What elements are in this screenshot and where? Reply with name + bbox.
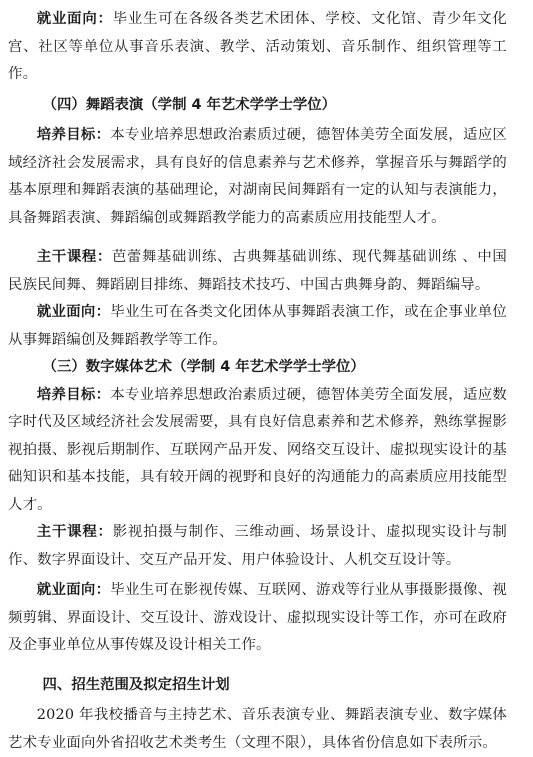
dance-goal-paragraph — [8, 122, 507, 232]
digital-media-employment-label: 就业面向： — [36, 582, 111, 598]
dance-heading: （四）舞蹈表演（学制 4 年艺术学学士学位） — [42, 96, 337, 113]
digital-media-courses-text: 影视拍摄与制作、三维动画、场景设计、虚拟现实设计与制作、数字界面设计、交互产品开发、用户体验设计、人机交互设计等。 — [8, 524, 507, 568]
dance-employment-paragraph — [8, 299, 507, 354]
dance-employment-text: 毕业生可在各类文化团体从事舞蹈表演工作，或在企事业单位从事舞蹈编创及舞蹈教学等工作。 — [8, 304, 507, 348]
dance-goal-text: 本专业培养思想政治素质过硬，德智体美劳全面发展，适应区域经济社会发展需求，具有良好的信息素养与艺术修养，掌握音乐与舞蹈学的基本原理和舞蹈表演的基础理论，对湖南民间舞蹈有一定的认知与表演能力，具备舞蹈表演、舞蹈编创或舞蹈教学能力的高素质应用技能型人才。 — [8, 127, 507, 226]
digital-media-courses-label: 主干课程： — [36, 524, 113, 540]
enrollment-heading: 四、招生范围及拟定招生计划 — [42, 676, 230, 693]
digital-media-courses-paragraph — [8, 519, 507, 574]
digital-media-goal-text: 本专业培养思想政治素质过硬，德智体美劳全面发展，适应数字时代及区域经济社会发展需要，具有良好信息素养和艺术修养，熟练掌握影视拍摄、影视后期制作、互联网产品开发、网络交互设计、虚拟现实设计的基础知识和基本技能，具有较开阔的视野和良好的沟通能力的高素质应用技能型人才。 — [8, 386, 507, 513]
music-employment-label: 就业面向： — [36, 11, 113, 27]
dance-courses-text: 芭蕾舞基础训练、古典舞基础训练、现代舞基础训练 、中国民族民间舞、舞蹈剧目排练、舞蹈技术技巧、中国古典舞身韵、舞蹈编导。 — [8, 249, 507, 293]
digital-media-goal-paragraph — [8, 382, 507, 520]
enrollment-paragraph: 2020 年我校播音与主持艺术、音乐表演专业、舞蹈表演专业、数字媒体艺术专业面向外省招收艺术类考生（文理不限），具体省份信息如下表所示。 — [8, 707, 507, 751]
dance-courses-paragraph — [8, 244, 507, 299]
digital-media-goal-label: 培养目标： — [36, 386, 111, 403]
music-employment-text: 毕业生可在各级各类艺术团体、学校、文化馆、青少年文化宫、社区等单位从事音乐表演、教学、活动策划、音乐制作、组织管理等工作。 — [8, 11, 507, 82]
music-employment-paragraph — [8, 6, 507, 89]
dance-goal-label: 培养目标： — [36, 127, 111, 143]
digital-media-heading: （三）数字媒体艺术（学制 4 年艺术学学士学位） — [42, 359, 365, 375]
dance-employment-label: 就业面向： — [36, 304, 111, 320]
digital-media-employment-paragraph — [8, 577, 507, 660]
dance-courses-label: 主干课程： — [36, 249, 112, 265]
digital-media-employment-text: 毕业生可在影视传媒、互联网、游戏等行业从事摄影摄像、视频剪辑、界面设计、交互设计、游戏设计、虚拟现实设计等工作，亦可在政府及企事业单位从事传媒及设计相关工作。 — [8, 582, 507, 653]
